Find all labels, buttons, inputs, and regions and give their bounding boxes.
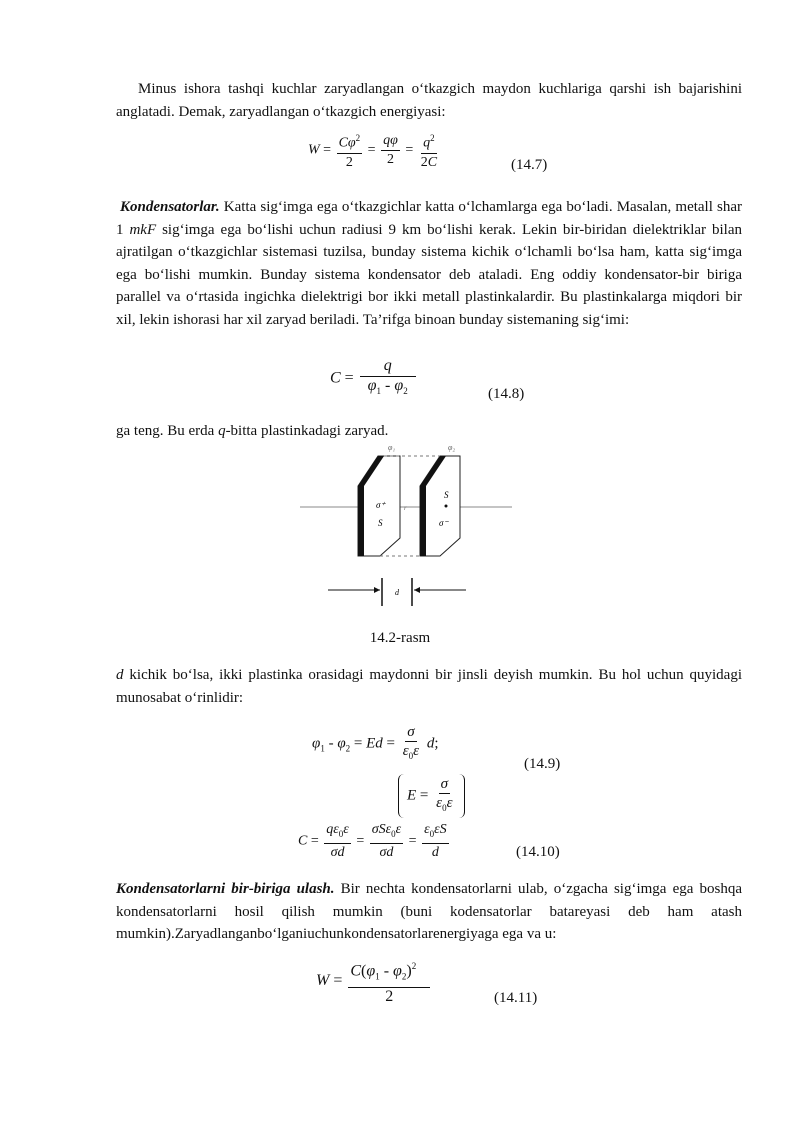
uniform-field-d: d — [116, 667, 124, 683]
paragraph-kondensatorlar-text-a: Katta sig‘imga ega o‘tkazgichlar katta o‘lchamlarga ega bo‘ladi. Masalan, metall shar 1 — [116, 199, 742, 238]
figure-caption: 14.2-rasm — [369, 630, 431, 646]
label-sigma-plus: σ⁺ — [376, 500, 386, 510]
heading-kondensatorlar: Kondensatorlar. — [120, 199, 220, 215]
equation-14-9-field: E = $\frac{\sigma}{\varepsilon_0\varepsilon}$ — [398, 774, 465, 818]
equation-14-9: $\varphi_1 - \varphi_2 = Ed$ = $\frac{\sigma}{\varepsilon_0\varepsilon}$ d; — [312, 724, 439, 761]
equation-14-7: W = $\frac{C\varphi^2}{2}$ = $\frac{q\varphi}{2}$ = $\frac{q^2}{2C}$ — [308, 130, 441, 171]
equation-14-11: W = $\frac{C(\varphi_1 - \varphi_2)^2}{2}$ — [316, 958, 432, 1005]
uniform-field-text: kichik bo‘lsa, ikki plastinka orasidagi maydonni bir jinsli deyish mumkin. Bu hol uchun quyidagi munosabat o‘rinlidir: — [116, 667, 742, 706]
label-phi2: φ₂ — [448, 443, 456, 452]
heading-connecting: Kondensatorlarni bir-biriga ulash. — [116, 881, 335, 897]
equation-14-8: C = $\frac{q}{\varphi_1 - \varphi_2}$ — [330, 358, 418, 399]
equation-number-14-10: (14.10) — [516, 844, 560, 860]
equation-number-14-8: (14.8) — [488, 386, 525, 402]
label-phi1: φ₁ — [388, 443, 396, 452]
label-sigma-minus: σ⁻ — [439, 518, 449, 528]
charge-note-q: q — [218, 423, 226, 439]
paragraph-kondensatorlar-text-b: sig‘imga ega bo‘lishi uchun radiusi 9 km bo‘lishi kerak. Lekin bir-biridan dielektriklar bilan ajratilgan o‘tkazgichlar sistemasi tuzilsa, bunday sistema kichik o‘lchamli bo‘lsa ham, katta sig‘imga ega bo‘lishi mumkin. Bunday sistema kondensator deb ataladi. Eng oddiy kondensator-bir biriga parallel va o‘rtasida ingichka dielektrigi bor ikki metall plastinkalardir. Bu plastinkalarga miqdori bir xil, lekin ishorasi har xil zaryad beriladi. Ta’rifga binoan bunday sistemaning sig‘imi: — [116, 221, 742, 328]
capacitor-figure — [296, 440, 518, 610]
distance-right-arrowhead — [414, 587, 420, 593]
charge-note-text-b: -bitta plastinkadagi zaryad. — [225, 423, 389, 439]
equation-number-14-9: (14.9) — [524, 756, 561, 772]
distance-left-arrowhead — [374, 587, 380, 593]
paragraph-connecting — [116, 878, 742, 946]
paragraph-kondensatorlar — [116, 196, 742, 331]
label-r: r — [404, 504, 407, 512]
unit-mkf: mkF — [129, 221, 157, 238]
paragraph-uniform-field — [116, 664, 742, 709]
equation-number-14-11: (14.11) — [494, 990, 538, 1006]
equation-14-10: C = $\frac{q\varepsilon_0\varepsilon}{\sigma d}$ = $\frac{\sigma S\varepsilon_0\varepsilon}{\sigma d}$ = $\frac{\varepsilon_0\varepsilon S}{d}$ — [298, 822, 447, 860]
charge-note-text-a: ga teng. Bu erda — [116, 423, 219, 439]
right-plate-point — [445, 505, 448, 508]
paragraph-energy-intro: Minus ishora tashqi kuchlar zaryadlangan o‘tkazgich maydon kuchlariga qarshi ish bajarishini anglatadi. Demak, zaryadlangan o‘tkazgich energiyasi: — [116, 81, 742, 120]
equation-number-14-7: (14.7) — [511, 157, 548, 173]
connecting-text: Bir nechta kondensatorlarni ulab, o‘zgacha sig‘imga ega boshqa kondensatorlarni hosil qilish mumkin (buni kodensatorlar batareyasi deb ham atash mumkin).Zaryadlanganbo‘lganiuchunkondensatorlarenergiyaga ega va u: — [116, 881, 742, 942]
label-d: d — [395, 588, 399, 597]
label-s-right: S — [444, 490, 449, 500]
label-s-left: S — [378, 518, 383, 528]
